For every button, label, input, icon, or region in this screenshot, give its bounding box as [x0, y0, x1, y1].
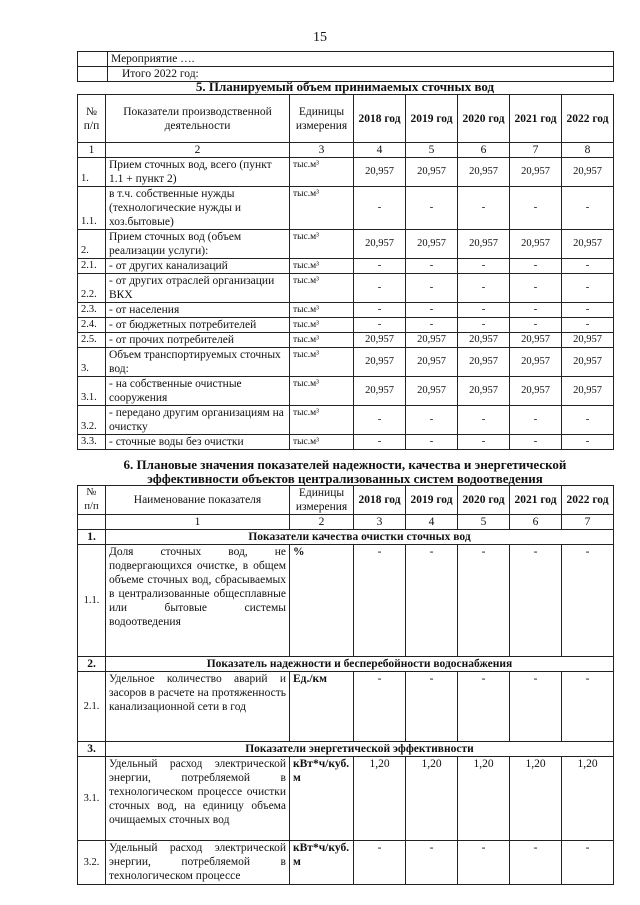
s6-row-name: Удельное количество аварий и засоров в расчете на протяженность канализационной сети в год [106, 672, 290, 742]
s6-colnum: 7 [562, 515, 614, 530]
section5-table [77, 94, 614, 450]
s5-table-row [78, 377, 614, 406]
s6-row-value: - [354, 672, 406, 742]
s5-colnum: 7 [510, 143, 562, 158]
s5-row-num: 1.1. [78, 187, 106, 230]
s6-group-num: 2. [78, 657, 106, 672]
s5-row-num: 2. [78, 230, 106, 259]
s5-row-value: - [510, 259, 562, 274]
s5-header-units: Единицы измерения [290, 95, 354, 143]
s6-colnum: 4 [406, 515, 458, 530]
s5-table-row [78, 187, 614, 230]
s5-row-name: Прием сточных вод (объем реализации услуги): [106, 230, 290, 259]
s6-row-value: - [406, 545, 458, 657]
s5-table-row [78, 435, 614, 450]
s6-header-num: № п/п [78, 486, 106, 515]
s5-row-value: - [458, 187, 510, 230]
s6-group-row [78, 530, 614, 545]
s5-row-unit: тыс.м³ [290, 348, 354, 377]
s5-row-value: - [354, 187, 406, 230]
s5-row-value: - [354, 259, 406, 274]
s5-row-name: - от прочих потребителей [106, 333, 290, 348]
s6-row-num: 2.1. [78, 672, 106, 742]
s6-row-value: 1,20 [562, 757, 614, 841]
s5-row-num: 3.2. [78, 406, 106, 435]
s5-row-value: - [354, 318, 406, 333]
s5-row-num: 2.3. [78, 303, 106, 318]
s6-row-value: - [458, 672, 510, 742]
s5-row-value: - [510, 303, 562, 318]
section6-table [77, 485, 614, 885]
top-row-1: Мероприятие …. [108, 52, 614, 67]
s5-table-row [78, 158, 614, 187]
s5-colnum: 4 [354, 143, 406, 158]
s5-row-value: 20,957 [406, 377, 458, 406]
s5-header-indicator: Показатели производственной деятельности [106, 95, 290, 143]
s5-table-row [78, 259, 614, 274]
s5-row-unit: тыс.м³ [290, 303, 354, 318]
s6-row-value: - [510, 545, 562, 657]
s5-row-num: 3. [78, 348, 106, 377]
s5-row-value: 20,957 [510, 333, 562, 348]
s5-row-num: 2.5. [78, 333, 106, 348]
s6-row-unit: % [290, 545, 354, 657]
s5-row-value: - [406, 435, 458, 450]
s5-row-name: - от бюджетных потребителей [106, 318, 290, 333]
s5-row-value: - [406, 406, 458, 435]
s6-group-title: Показатель надежности и бесперебойности водоснабжения [106, 657, 614, 672]
s5-row-value: 20,957 [562, 377, 614, 406]
s5-table-row [78, 333, 614, 348]
s6-header-indicator: Наименование показателя [106, 486, 290, 515]
s5-table-row [78, 348, 614, 377]
s6-row-unit: кВт*ч/куб. м [290, 841, 354, 885]
s5-colnum: 6 [458, 143, 510, 158]
s5-row-value: - [354, 303, 406, 318]
s5-row-num: 1. [78, 158, 106, 187]
s6-row-num: 3.1. [78, 757, 106, 841]
s5-row-value: 20,957 [562, 348, 614, 377]
s5-row-value: 20,957 [406, 348, 458, 377]
s5-row-value: - [510, 406, 562, 435]
s5-row-value: 20,957 [354, 333, 406, 348]
s5-row-value: - [354, 406, 406, 435]
s6-colnum: 6 [510, 515, 562, 530]
section5-title: 5. Планируемый объем принимаемых сточных вод [195, 79, 495, 94]
s6-header-2022: 2022 год [562, 486, 614, 515]
s6-group-row [78, 742, 614, 757]
s5-row-name: Объем транспортируемых сточных вод: [106, 348, 290, 377]
s5-row-value: - [458, 303, 510, 318]
s5-row-value: 20,957 [458, 158, 510, 187]
s6-row-value: - [458, 841, 510, 885]
top-table [77, 51, 614, 82]
s6-row-value: 1,20 [458, 757, 510, 841]
s5-row-value: - [562, 435, 614, 450]
s6-row-unit: кВт*ч/куб. м [290, 757, 354, 841]
s6-row-value: - [562, 841, 614, 885]
s6-row-name: Удельный расход электрической энергии, потребляемой в технологическом процессе очистки сточных вод, на единицу объема очищаемых сточных вод [106, 757, 290, 841]
s5-row-num: 2.1. [78, 259, 106, 274]
s5-row-value: - [510, 318, 562, 333]
s5-row-unit: тыс.м³ [290, 406, 354, 435]
s5-table-row [78, 274, 614, 303]
section6-title-line1: 6. Плановые значения показателей надежности, качества и энергетической [123, 457, 567, 472]
s5-row-value: 20,957 [354, 230, 406, 259]
s6-row-value: - [562, 672, 614, 742]
s5-row-num: 2.4. [78, 318, 106, 333]
s5-row-name: - сточные воды без очистки [106, 435, 290, 450]
s6-group-title: Показатели качества очистки сточных вод [106, 530, 614, 545]
s5-row-name: - от других отраслей организации ВКХ [106, 274, 290, 303]
s5-row-value: 20,957 [562, 230, 614, 259]
s6-row-name: Удельный расход электрической энергии, потребляемой в технологическом процессе [106, 841, 290, 885]
s5-row-name: в т.ч. собственные нужды (технологические нужды и хоз.бытовые) [106, 187, 290, 230]
s5-row-value: - [562, 406, 614, 435]
s6-colnum: 3 [354, 515, 406, 530]
s6-row-value: - [354, 545, 406, 657]
s6-row-value: - [510, 841, 562, 885]
s5-header-2020: 2020 год [458, 95, 510, 143]
s6-table-row [78, 672, 614, 742]
s5-header-2018: 2018 год [354, 95, 406, 143]
s6-row-value: 1,20 [510, 757, 562, 841]
s5-row-value: 20,957 [458, 333, 510, 348]
s5-colnum: 5 [406, 143, 458, 158]
s6-row-value: - [562, 545, 614, 657]
s5-row-value: - [562, 187, 614, 230]
page-number: 15 [313, 30, 327, 45]
s5-row-value: 20,957 [510, 230, 562, 259]
s6-row-num: 3.2. [78, 841, 106, 885]
s6-colnum: 5 [458, 515, 510, 530]
s6-header-2020: 2020 год [458, 486, 510, 515]
s5-table-row [78, 318, 614, 333]
s5-row-unit: тыс.м³ [290, 259, 354, 274]
s6-header-units: Единицы измерения [290, 486, 354, 515]
s6-row-value: - [458, 545, 510, 657]
s5-row-value: 20,957 [354, 348, 406, 377]
s5-row-value: - [458, 406, 510, 435]
s5-row-value: 20,957 [406, 333, 458, 348]
s5-row-num: 3.1. [78, 377, 106, 406]
s5-row-value: - [458, 259, 510, 274]
s5-row-value: - [510, 274, 562, 303]
s5-row-value: - [354, 274, 406, 303]
s6-row-value: - [406, 841, 458, 885]
s5-row-unit: тыс.м³ [290, 187, 354, 230]
s5-row-value: 20,957 [562, 333, 614, 348]
s5-row-name: - передано другим организациям на очистку [106, 406, 290, 435]
s5-header-2022: 2022 год [562, 95, 614, 143]
s6-row-value: 1,20 [406, 757, 458, 841]
s5-row-value: - [562, 303, 614, 318]
s5-row-value: - [406, 303, 458, 318]
s6-colnum: 1 [106, 515, 290, 530]
s5-row-unit: тыс.м³ [290, 435, 354, 450]
s5-table-row [78, 406, 614, 435]
s5-row-name: - на собственные очистные сооружения [106, 377, 290, 406]
s5-row-value: 20,957 [510, 348, 562, 377]
s5-row-value: - [458, 435, 510, 450]
s5-row-value: 20,957 [458, 230, 510, 259]
s5-row-num: 3.3. [78, 435, 106, 450]
top-row-2: Итого 2022 год: [108, 67, 614, 82]
s5-header-num: № п/п [78, 95, 106, 143]
s5-row-value: - [458, 318, 510, 333]
s5-table-row [78, 303, 614, 318]
s5-row-name: - от других канализаций [106, 259, 290, 274]
s5-row-value: 20,957 [562, 158, 614, 187]
s5-row-value: 20,957 [458, 377, 510, 406]
s6-row-value: - [354, 841, 406, 885]
s5-row-num: 2.2. [78, 274, 106, 303]
s5-row-value: - [458, 274, 510, 303]
s5-row-value: 20,957 [406, 230, 458, 259]
s5-row-value: - [562, 259, 614, 274]
s5-row-value: 20,957 [458, 348, 510, 377]
s6-row-name: Доля сточных вод, не подвергающихся очистке, в общем объеме сточных вод, сбрасываемых в централизованные общесплавные или бытовые системы водоотведения [106, 545, 290, 657]
s5-colnum: 8 [562, 143, 614, 158]
s5-row-value: - [562, 274, 614, 303]
s6-group-num: 1. [78, 530, 106, 545]
s6-table-row [78, 757, 614, 841]
s5-row-unit: тыс.м³ [290, 230, 354, 259]
s6-header-2019: 2019 год [406, 486, 458, 515]
s6-group-title: Показатели энергетической эффективности [106, 742, 614, 757]
s6-table-row [78, 841, 614, 885]
s6-header-2021: 2021 год [510, 486, 562, 515]
s5-header-2021: 2021 год [510, 95, 562, 143]
s5-row-value: 20,957 [510, 377, 562, 406]
s5-row-value: - [354, 435, 406, 450]
s6-group-row [78, 657, 614, 672]
s5-row-value: - [406, 187, 458, 230]
s6-group-num: 3. [78, 742, 106, 757]
s5-row-unit: тыс.м³ [290, 333, 354, 348]
s5-row-value: 20,957 [510, 158, 562, 187]
s5-row-value: - [406, 274, 458, 303]
s5-row-value: - [406, 259, 458, 274]
s6-colnum: 2 [290, 515, 354, 530]
s5-colnum: 1 [78, 143, 106, 158]
s5-row-unit: тыс.м³ [290, 158, 354, 187]
s5-row-unit: тыс.м³ [290, 318, 354, 333]
s6-row-value: - [510, 672, 562, 742]
s5-colnum: 2 [106, 143, 290, 158]
s5-row-value: - [562, 318, 614, 333]
s5-table-row [78, 230, 614, 259]
s5-row-value: - [406, 318, 458, 333]
s6-table-row [78, 545, 614, 657]
s5-row-value: 20,957 [354, 158, 406, 187]
section6-title-line2: эффективности объектов централизованных систем водоотведения [147, 471, 543, 486]
s5-header-2019: 2019 год [406, 95, 458, 143]
s6-header-2018: 2018 год [354, 486, 406, 515]
s5-row-value: - [510, 435, 562, 450]
s5-row-value: 20,957 [406, 158, 458, 187]
s6-row-value: - [406, 672, 458, 742]
s5-row-unit: тыс.м³ [290, 274, 354, 303]
s5-row-value: 20,957 [354, 377, 406, 406]
s5-colnum: 3 [290, 143, 354, 158]
s5-row-name: - от населения [106, 303, 290, 318]
s6-row-value: 1,20 [354, 757, 406, 841]
s6-row-num: 1.1. [78, 545, 106, 657]
s5-row-value: - [510, 187, 562, 230]
s5-row-name: Прием сточных вод, всего (пункт 1.1 + пункт 2) [106, 158, 290, 187]
s5-row-unit: тыс.м³ [290, 377, 354, 406]
s6-row-unit: Ед./км [290, 672, 354, 742]
